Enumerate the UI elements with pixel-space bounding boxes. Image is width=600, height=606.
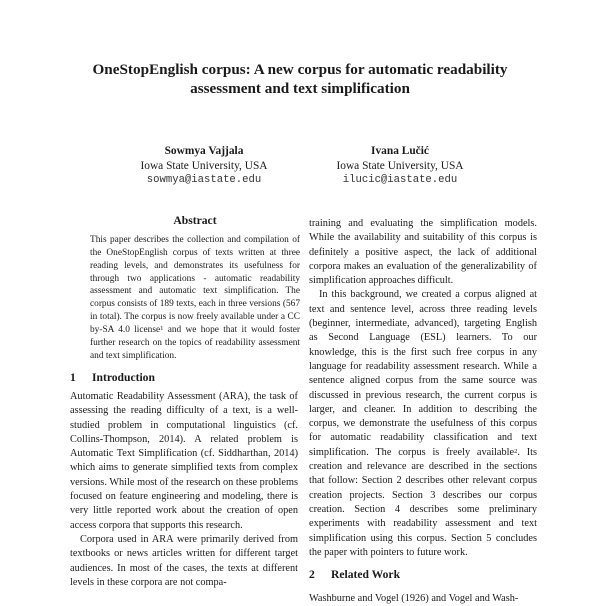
author-block-1 [104,144,304,188]
author-email: sowmya@iastate.edu [146,174,262,186]
author-affiliation: Iowa State University, USA [336,159,464,172]
paragraph: training and evaluating the simplification models. While the availability and suitability of this corpus is definitely a positive aspect, the lack of additional corpora makes an evaluation of the generalizability of simplification approaches difficult. [309,218,537,287]
section-number: 1 [70,371,76,384]
paper-title [0,60,600,98]
section-number: 2 [309,568,315,581]
footnote-marker: 1 [160,324,164,332]
paragraph [309,288,537,560]
section-heading-related-work [309,568,400,581]
abstract-heading: Abstract [173,214,217,227]
author-email: ilucic@iastate.edu [342,174,458,186]
abstract-text-part2: and we hope that it would foster further research on the topics of readability assessment and text simplification. [90,324,300,361]
title-line-1: OneStopEnglish corpus: A new corpus for automatic readability [92,61,508,78]
paragraph-part1: In this background, we created a corpus aligned at text and sentence level, across three reading levels (beginner, intermediate, advanced), targeting English as Second Language (ESL) learners. To our knowledge, this is the first such free corpus in any language for readability assessment research. While a sentence aligned corpus from the same source was discussed in previous research, the current corpus is larger, and cleaner. In addition to describing the corpus, we demonstrate the usefulness of this corpus for automatic readability classification and text simplification. The corpus is freely available [309,289,537,458]
left-column-body [70,390,298,590]
author-affiliation: Iowa State University, USA [140,159,268,172]
footnote-marker: 2 [514,447,518,455]
abstract-text-part1: This paper describes the collection and compilation of the OneStopEnglish corpus of texts written at three reading levels, and demonstrates its usefulness for through two applications - automatic readability assessment and automatic text simplification. The corpus consists of 189 texts, each in three versions (567 in total). The corpus is now freely available under a CC by-SA 4.0 license [90,235,300,335]
section-heading-introduction [70,371,155,384]
paragraph: Corpora used in ARA were primarily derived from textbooks or news articles written for different target audiences. In most of the cases, the texts at different levels in these corpora are not compa- [70,533,298,588]
paragraph: Automatic Readability Assessment (ARA), the task of assessing the reading difficulty of a text, is a well-studied problem in computational linguistics (cf. Collins-Thompson, 2014). A related problem is Automatic Text Simplification (cf. Siddharthan, 2014) which aims to generate simplified texts from complex versions. While most of the research on these problems focused on feature engineering and modeling, there is very little reported work about the creation of open access corpora that supports this research. [70,391,298,531]
section-title: Introduction [92,371,155,384]
author-block-2 [300,144,500,188]
author-name: Ivana Lučić [371,145,429,157]
author-name: Sowmya Vajjala [164,145,244,157]
right-column-body [309,217,537,560]
abstract-text [90,234,300,362]
title-line-2: assessment and text simplification [190,80,410,97]
paragraph-part2: . Its creation and relevance are described in the sections that follow: Section 2 describes other relevant corpus creation projects. Section 3 describes our corpus creation. Section 4 describes some preliminary experiments with readability assessment and text simplification using this corpus. Section 5 concludes the paper with pointers to future work. [309,446,537,558]
section-title: Related Work [331,568,401,581]
related-work-first-line: Washburne and Vogel (1926) and Vogel and Wash- [309,593,519,604]
